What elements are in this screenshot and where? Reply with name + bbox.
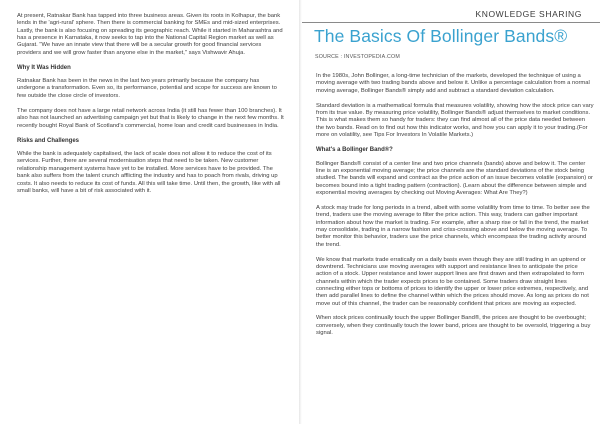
left-page [0,0,299,424]
paragraph: Bollinger Bands® consist of a center line and two price channels (bands) above and below it. The center line is an exponential moving average; the price channels are the standard deviations of the stock being studied. The bands will expand and contract as the price action of an issue becomes volatile (expansion) or becomes bound into a tight trading pattern (contraction). (Learn about the difference between simple and exponential moving averages by checking out Moving Averages: What Are They?) [316,160,593,197]
paragraph: Standard deviation is a mathematical formula that measures volatility, showing how the stock price can vary from its true value. By measuring price volatility, Bollinger Bands® adjust themselves to market conditions. This is what makes them so handy for traders: they can find almost all of the price data needed between the two bands. Read on to find out how this indicator works, and how you can apply it to your trading.(For more on volatility, see Tips For Investors In Volatile Markets.) [316,102,594,138]
paragraph: Ratnakar Bank has been in the news in the last two years primarily because the company has undergone a transformation. Even so, its performance, potential and scope for success are known to few outside the close circle of investors. [17,78,277,99]
right-page [302,0,600,424]
section-heading-risks: Risks and Challenges [17,138,80,145]
section-tag: KNOWLEDGE SHARING [475,9,582,19]
paragraph: In the 1980s, John Bollinger, a long-time technician of the markets, developed the technique of using a moving average with two trading bands above and below it. Unlike a percentage calculation from a normal moving average, Bollinger Bands® simply add and subtract a standard deviation calculation. [316,73,590,94]
intro-paragraph: At present, Ratnakar Bank has tapped into three business areas. Given its roots in Kolhapur, the bank lends in the 'agri-rural' sphere. Then there is commercial banking for SMEs and mid-sized enterprises. Lastly, the bank is also focusing on spreading its geographic reach. While it started in Maharashtra and has a presence in Karnataka, it now seeks to tap into the National Capital Region market as well as Gujarat. "We have an innate view that there will be a secular growth for good financial services providers and we will grow faster than anyone else in the market," says Vishwavir Ahuja. [17,13,283,56]
section-heading-what-is: What's a Bollinger Band®? [316,146,393,153]
paragraph: While the bank is adequately capitalised, the lack of scale does not allow it to reduce the cost of its services. Further, there are several modernisation steps that need to be taken. New customer relationship management systems have yet to be installed. More services have to be provided. The bank also suffers from the talent crunch afflicting the industry and has to poach from rivals, driving up costs. It also needs to reduce its cost of funds. All this will take time. Until then, the growth, like with all small banks, will have a bit of risk associated with it. [17,151,281,194]
header-rule [302,22,600,23]
paragraph: We know that markets trade erratically on a daily basis even though they are still trading in an uptrend or downtrend. Technicians use moving averages with support and resistance lines to anticipate the price action of a stock. Upper resistance and lower support lines are first drawn and then extrapolated to form channels within which the trader expects prices to be contained. Some traders draw straight lines connecting either tops or bottoms of prices to identify the upper or lower price extremes, respectively, and then add parallel lines to define the channel within which the prices should move. As long as prices do not move out of this channel, the trader can be reasonably confident that prices are moving as expected. [316,256,589,307]
section-heading-why-hidden: Why It Was Hidden [17,65,71,72]
left-article-column [17,13,285,203]
article-title: The Basics Of Bollinger Bands® [314,26,568,46]
right-article-column [316,73,594,345]
paragraph: When stock prices continually touch the upper Bollinger Band®, the prices are thought to be overbought; conversely, when they continually touch the lower band, prices are thought to be oversold, triggering a buy signal. [316,315,591,337]
paragraph: The company does not have a large retail network across India (it still has fewer than 100 branches). It also has not launched an advertising campaign yet but that is likely to change in the next few months. It recently bought Royal Bank of Scotland's commercial, home loan and credit card businesses in India. [17,108,284,129]
paragraph: A stock may trade for long periods in a trend, albeit with some volatility from time to time. To better see the trend, traders use the moving average to filter the price action. This way, traders can gather important information about how the market is trading. For example, after a sharp rise or fall in the trend, the market may consolidate, trading in a narrow fashion and criss-crossing above and below the moving average. To better monitor this behavior, traders use the price channels, which encompass the trading activity around the trend. [316,204,590,248]
source-line: SOURCE : INVESTOPEDIA.COM [315,54,400,60]
